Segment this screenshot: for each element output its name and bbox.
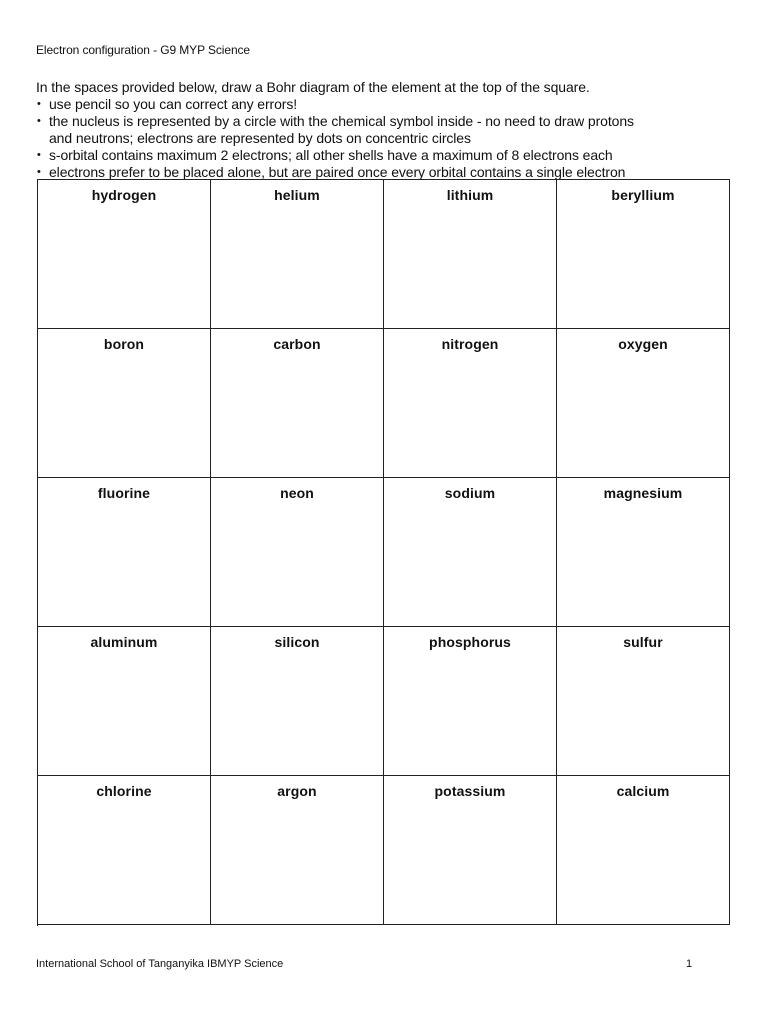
element-cell-sodium[interactable]: [384, 478, 557, 627]
element-label: carbon: [273, 336, 321, 352]
element-label: chlorine: [96, 783, 152, 799]
instruction-item: [36, 113, 736, 147]
footer-school: International School of Tanganyika IBMYP Science: [36, 958, 284, 970]
element-cell-phosphorus[interactable]: [384, 627, 557, 776]
element-cell-lithium[interactable]: [384, 180, 557, 329]
element-label: neon: [280, 485, 314, 501]
element-cell-potassium[interactable]: [384, 776, 557, 925]
element-cell-chlorine[interactable]: [38, 776, 211, 925]
element-label: argon: [277, 783, 317, 799]
element-cell-neon[interactable]: [211, 478, 384, 627]
element-cell-silicon[interactable]: [211, 627, 384, 776]
element-cell-aluminum[interactable]: [38, 627, 211, 776]
instruction-text-continued: and neutrons; electrons are represented by dots on concentric circles: [49, 130, 471, 146]
instruction-text: s-orbital contains maximum 2 electrons; all other shells have a maximum of 8 electrons each: [49, 147, 613, 163]
element-label: oxygen: [618, 336, 668, 352]
instruction-item: [36, 147, 736, 164]
element-label: phosphorus: [429, 634, 511, 650]
element-label: silicon: [274, 634, 320, 650]
element-cell-hydrogen[interactable]: [38, 180, 211, 329]
element-label: fluorine: [97, 485, 151, 501]
element-label: potassium: [434, 783, 506, 799]
element-cell-oxygen[interactable]: [557, 329, 730, 478]
element-cell-argon[interactable]: [211, 776, 384, 925]
element-label: helium: [274, 187, 320, 203]
element-label: lithium: [446, 187, 494, 203]
instruction-item: [36, 96, 736, 113]
element-cell-boron[interactable]: [38, 329, 211, 478]
document-title: Electron configuration - G9 MYP Science: [36, 43, 250, 57]
element-label: sodium: [444, 485, 496, 501]
element-label: boron: [103, 336, 145, 352]
bullet-icon: •: [37, 166, 41, 178]
bullet-icon: •: [37, 98, 41, 110]
element-cell-fluorine[interactable]: [38, 478, 211, 627]
element-cell-carbon[interactable]: [211, 329, 384, 478]
page-number: 1: [686, 958, 693, 970]
instruction-text: the nucleus is represented by a circle with the chemical symbol inside - no need to draw protons: [49, 113, 634, 129]
element-label: beryllium: [611, 187, 675, 203]
bullet-icon: •: [37, 115, 41, 127]
element-cell-beryllium[interactable]: [557, 180, 730, 329]
element-label: calcium: [616, 783, 670, 799]
element-label: sulfur: [623, 634, 663, 650]
instruction-text: electrons prefer to be placed alone, but are paired once every orbital contains a single electron: [49, 164, 626, 180]
element-cell-nitrogen[interactable]: [384, 329, 557, 478]
element-cell-calcium[interactable]: [557, 776, 730, 925]
bohr-diagram-grid: [37, 179, 730, 926]
element-label: hydrogen: [91, 187, 157, 203]
element-label: nitrogen: [441, 336, 499, 352]
instructions: [36, 79, 736, 181]
instruction-text: use pencil so you can correct any errors!: [49, 96, 298, 112]
element-label: aluminum: [90, 634, 158, 650]
instructions-intro: In the spaces provided below, draw a Bohr diagram of the element at the top of the square.: [36, 79, 590, 95]
element-label: magnesium: [603, 485, 683, 501]
element-cell-sulfur[interactable]: [557, 627, 730, 776]
instructions-list: [36, 96, 736, 181]
bullet-icon: •: [37, 149, 41, 161]
element-cell-helium[interactable]: [211, 180, 384, 329]
element-cell-magnesium[interactable]: [557, 478, 730, 627]
